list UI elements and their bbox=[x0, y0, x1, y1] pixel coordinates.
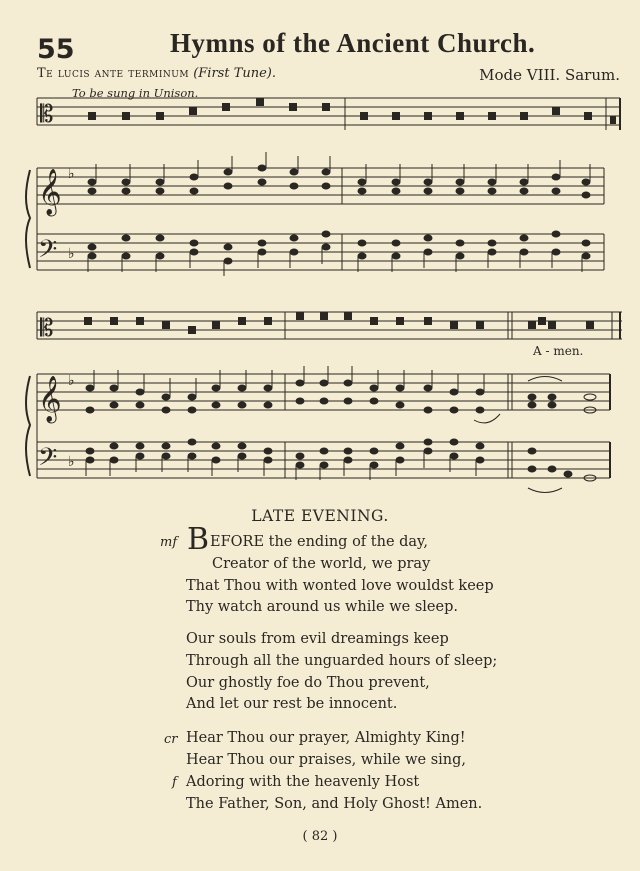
dynamic-mf: mf bbox=[160, 535, 178, 550]
verse-2-line-3: Our ghostly foe do Thou prevent, bbox=[186, 675, 430, 691]
drop-cap: B bbox=[187, 522, 210, 557]
verse-1-line-2: Creator of the world, we pray bbox=[212, 556, 431, 572]
bass-clef-1: 𝄢 bbox=[38, 235, 58, 270]
treble-clef-2: 𝄞 bbox=[38, 376, 62, 422]
dynamic-cr: cr bbox=[164, 732, 178, 747]
verse-3-line-4: The Father, Son, and Holy Ghost! Amen. bbox=[186, 796, 483, 812]
mode-label: Mode VIII. Sarum. bbox=[479, 66, 620, 84]
performance-note: To be sung in Unison. bbox=[72, 86, 199, 100]
svg-text:♭: ♭ bbox=[68, 373, 75, 389]
tune-note: (First Tune). bbox=[193, 66, 277, 81]
c-clef-1: 𝄡 bbox=[40, 100, 54, 128]
harmony-notes-2 bbox=[86, 366, 596, 493]
running-title: Hymns of the Ancient Church. bbox=[170, 28, 536, 58]
svg-text:♭: ♭ bbox=[68, 454, 75, 470]
chant-notes-1 bbox=[88, 98, 616, 124]
c-clef-2: 𝄡 bbox=[40, 314, 54, 342]
treble-staff-2 bbox=[37, 374, 610, 410]
verse-1-line-3: That Thou with wonted love wouldst keep bbox=[186, 578, 494, 594]
bass-clef-2: 𝄢 bbox=[38, 443, 58, 478]
verse-3-line-2: Hear Thou our praises, while we sing, bbox=[186, 752, 467, 768]
page-number: ( 82 ) bbox=[302, 829, 338, 844]
treble-clef-1: 𝄞 bbox=[38, 169, 62, 215]
tune-name: Te lucis ante terminum bbox=[37, 66, 190, 81]
hymn-number: 55 bbox=[37, 34, 75, 65]
chant-notes-2 bbox=[84, 312, 594, 334]
section-title: LATE EVENING. bbox=[251, 507, 389, 525]
harmony-notes-1 bbox=[88, 152, 590, 276]
dynamic-f: f bbox=[172, 775, 177, 790]
verse-1-line-4: Thy watch around us while we sleep. bbox=[186, 599, 458, 615]
verse-2-line-1: Our souls from evil dreamings keep bbox=[186, 631, 449, 647]
amen-label: A - men. bbox=[533, 344, 584, 358]
treble-staff-1 bbox=[37, 168, 604, 204]
verse-2-line-4: And let our rest be innocent. bbox=[186, 696, 398, 712]
verse-3-line-3: Adoring with the heavenly Host bbox=[186, 774, 420, 790]
verse-3-line-1: Hear Thou our prayer, Almighty King! bbox=[186, 730, 466, 746]
verse-1-line-1: EFORE the ending of the day, bbox=[210, 534, 428, 550]
verse-2-line-2: Through all the unguarded hours of sleep; bbox=[186, 653, 498, 669]
key-signature-flat: ♭ bbox=[68, 166, 75, 182]
svg-text:♭: ♭ bbox=[68, 246, 75, 262]
